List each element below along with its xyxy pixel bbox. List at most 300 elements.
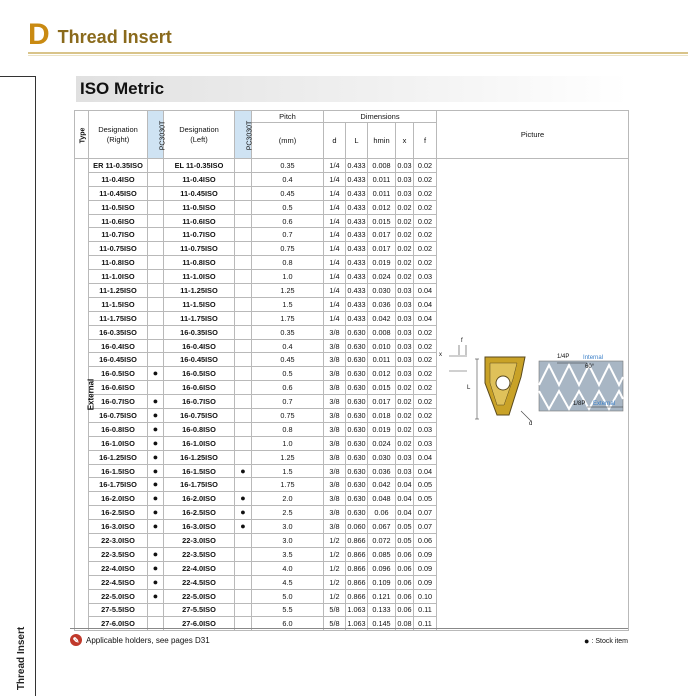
- f-cell: 0.06: [414, 534, 437, 548]
- x-cell: 0.03: [396, 464, 414, 478]
- x-cell: 0.04: [396, 506, 414, 520]
- designation-left: 16-0.8ISO: [164, 422, 235, 436]
- stock-mark-right: ●: [148, 520, 164, 534]
- d-cell: 3/8: [324, 492, 346, 506]
- L-cell: 0.630: [346, 492, 368, 506]
- holder-reference-icon: ✎: [70, 634, 82, 646]
- header-rule: [28, 52, 688, 54]
- header-rule-light: [28, 55, 688, 56]
- picture-label-d: d: [529, 421, 533, 427]
- picture-cell: [437, 159, 629, 631]
- d-cell: 3/8: [324, 409, 346, 423]
- f-cell: 0.02: [414, 339, 437, 353]
- designation-left: 16-0.6ISO: [164, 381, 235, 395]
- stock-legend: [584, 636, 628, 646]
- hmin-cell: 0.015: [368, 214, 396, 228]
- hmin-cell: 0.017: [368, 228, 396, 242]
- f-cell: 0.02: [414, 381, 437, 395]
- hmin-cell: 0.011: [368, 172, 396, 186]
- L-cell: 0.630: [346, 478, 368, 492]
- insert-hole: [496, 376, 510, 390]
- f-cell: 0.02: [414, 395, 437, 409]
- picture-label-f: f: [461, 338, 463, 344]
- f-cell: 0.02: [414, 172, 437, 186]
- stock-mark-left: [235, 547, 252, 561]
- designation-right: 16-2.5ISO: [89, 506, 148, 520]
- designation-right: 16-1.25ISO: [89, 450, 148, 464]
- stock-mark-right: ●: [148, 575, 164, 589]
- col-header-x: x: [396, 123, 414, 159]
- designation-right: 22-5.0ISO: [89, 589, 148, 603]
- col-header-pitch: Pitch: [252, 111, 324, 123]
- hmin-cell: 0.042: [368, 311, 396, 325]
- holders-note-text: Applicable holders, see pages D31: [86, 635, 210, 645]
- stock-mark-right: [148, 214, 164, 228]
- x-cell: 0.03: [396, 186, 414, 200]
- designation-left: 16-1.5ISO: [164, 464, 235, 478]
- stock-mark-right: [148, 284, 164, 298]
- designation-left: 11-0.75ISO: [164, 242, 235, 256]
- designation-left: EL 11-0.35ISO: [164, 159, 235, 173]
- L-cell: 0.630: [346, 436, 368, 450]
- designation-left: 16-1.75ISO: [164, 478, 235, 492]
- f-cell: 0.02: [414, 228, 437, 242]
- hmin-cell: 0.012: [368, 367, 396, 381]
- designation-left: 11-0.6ISO: [164, 214, 235, 228]
- d-cell: 5/8: [324, 617, 346, 631]
- picture-label-L: L: [467, 385, 471, 391]
- f-cell: 0.02: [414, 353, 437, 367]
- L-cell: 0.433: [346, 256, 368, 270]
- stock-mark-right: ●: [148, 478, 164, 492]
- stock-mark-left: [235, 367, 252, 381]
- stock-mark-right: [148, 534, 164, 548]
- f-cell: 0.09: [414, 547, 437, 561]
- x-cell: 0.06: [396, 589, 414, 603]
- pitch-cell: 0.8: [252, 422, 324, 436]
- L-cell: 0.630: [346, 506, 368, 520]
- designation-right: 16-0.45ISO: [89, 353, 148, 367]
- pitch-cell: 0.4: [252, 172, 324, 186]
- hmin-cell: 0.018: [368, 409, 396, 423]
- x-cell: 0.05: [396, 534, 414, 548]
- L-cell: 0.433: [346, 311, 368, 325]
- designation-left: 11-0.5ISO: [164, 200, 235, 214]
- x-cell: 0.02: [396, 422, 414, 436]
- x-cell: 0.02: [396, 409, 414, 423]
- col-header-f: f: [414, 123, 437, 159]
- L-cell: 0.630: [346, 339, 368, 353]
- d-cell: 1/2: [324, 575, 346, 589]
- stock-mark-left: ●: [235, 506, 252, 520]
- stock-mark-left: ●: [235, 464, 252, 478]
- stock-mark-left: [235, 589, 252, 603]
- d-cell: 1/4: [324, 311, 346, 325]
- designation-right: 16-0.6ISO: [89, 381, 148, 395]
- hmin-cell: 0.017: [368, 395, 396, 409]
- profile-label-top-ratio: 1/4P: [557, 354, 570, 360]
- stock-mark-left: [235, 242, 252, 256]
- x-cell: 0.03: [396, 284, 414, 298]
- designation-right: 22-3.0ISO: [89, 534, 148, 548]
- x-cell: 0.02: [396, 395, 414, 409]
- d-cell: 3/8: [324, 339, 346, 353]
- designation-right: 11-0.6ISO: [89, 214, 148, 228]
- stock-legend-text: : Stock item: [591, 637, 629, 645]
- d-cell: 1/2: [324, 547, 346, 561]
- pitch-cell: 4.0: [252, 561, 324, 575]
- designation-right: 11-1.5ISO: [89, 297, 148, 311]
- designation-left: 11-0.45ISO: [164, 186, 235, 200]
- designation-left: 22-4.5ISO: [164, 575, 235, 589]
- stock-mark-right: [148, 200, 164, 214]
- designation-right: 16-0.8ISO: [89, 422, 148, 436]
- hmin-cell: 0.036: [368, 297, 396, 311]
- L-cell: 0.433: [346, 186, 368, 200]
- f-cell: 0.02: [414, 367, 437, 381]
- stock-mark-left: [235, 353, 252, 367]
- d-cell: 1/4: [324, 297, 346, 311]
- stock-mark-right: [148, 603, 164, 617]
- f-cell: 0.02: [414, 325, 437, 339]
- d-cell: 1/4: [324, 200, 346, 214]
- picture-label-x: x: [439, 352, 443, 358]
- designation-left: 16-0.75ISO: [164, 409, 235, 423]
- col-header-designation-left: Designation (Left): [164, 111, 235, 159]
- d-cell: 1/4: [324, 214, 346, 228]
- x-cell: 0.06: [396, 547, 414, 561]
- designation-right: 11-1.25ISO: [89, 284, 148, 298]
- stock-mark-left: [235, 561, 252, 575]
- x-cell: 0.03: [396, 353, 414, 367]
- f-cell: 0.03: [414, 270, 437, 284]
- stock-mark-left: [235, 270, 252, 284]
- d-cell: 3/8: [324, 325, 346, 339]
- stock-mark-left: [235, 172, 252, 186]
- stock-mark-left: [235, 381, 252, 395]
- f-cell: 0.02: [414, 159, 437, 173]
- designation-left: 11-1.0ISO: [164, 270, 235, 284]
- d-cell: 3/8: [324, 381, 346, 395]
- hmin-cell: 0.024: [368, 436, 396, 450]
- designation-left: 11-1.25ISO: [164, 284, 235, 298]
- designation-left: 11-0.8ISO: [164, 256, 235, 270]
- pitch-cell: 2.0: [252, 492, 324, 506]
- L-cell: 0.866: [346, 534, 368, 548]
- d-cell: 3/8: [324, 395, 346, 409]
- L-cell: 0.866: [346, 589, 368, 603]
- designation-left: 22-3.5ISO: [164, 547, 235, 561]
- x-cell: 0.03: [396, 159, 414, 173]
- stock-mark-left: [235, 159, 252, 173]
- designation-left: 27-5.5ISO: [164, 603, 235, 617]
- d-cell: 3/8: [324, 464, 346, 478]
- L-cell: 0.630: [346, 464, 368, 478]
- designation-left: 11-0.7ISO: [164, 228, 235, 242]
- pitch-cell: 0.5: [252, 367, 324, 381]
- stock-mark-right: ●: [148, 547, 164, 561]
- L-cell: 0.433: [346, 172, 368, 186]
- col-header-picture: Picture: [437, 111, 629, 159]
- designation-right: 11-0.4ISO: [89, 172, 148, 186]
- designation-right: 16-1.5ISO: [89, 464, 148, 478]
- type-cell: External: [75, 159, 89, 631]
- x-cell: 0.03: [396, 311, 414, 325]
- f-cell: 0.03: [414, 422, 437, 436]
- f-cell: 0.11: [414, 617, 437, 631]
- stock-mark-right: [148, 311, 164, 325]
- pitch-cell: 4.5: [252, 575, 324, 589]
- stock-mark-left: [235, 436, 252, 450]
- side-tab[interactable]: [12, 620, 32, 696]
- L-cell: 0.433: [346, 297, 368, 311]
- hmin-cell: 0.085: [368, 547, 396, 561]
- L-cell: 1.063: [346, 617, 368, 631]
- x-cell: 0.02: [396, 242, 414, 256]
- f-cell: 0.04: [414, 450, 437, 464]
- designation-right: 22-3.5ISO: [89, 547, 148, 561]
- designation-left: 16-1.25ISO: [164, 450, 235, 464]
- designation-right: ER 11-0.35ISO: [89, 159, 148, 173]
- d-cell: 1/4: [324, 270, 346, 284]
- pitch-cell: 1.75: [252, 478, 324, 492]
- designation-left: 22-4.0ISO: [164, 561, 235, 575]
- designation-left: 16-0.4ISO: [164, 339, 235, 353]
- hmin-cell: 0.121: [368, 589, 396, 603]
- profile-label-angle: 60°: [585, 364, 595, 370]
- x-cell: 0.02: [396, 200, 414, 214]
- x-cell: 0.02: [396, 214, 414, 228]
- hmin-cell: 0.030: [368, 450, 396, 464]
- col-header-dimensions: Dimensions: [324, 111, 437, 123]
- designation-right: 11-0.45ISO: [89, 186, 148, 200]
- designation-right: 16-2.0ISO: [89, 492, 148, 506]
- designation-left: 11-1.5ISO: [164, 297, 235, 311]
- hmin-cell: 0.030: [368, 284, 396, 298]
- designation-left: 27-6.0ISO: [164, 617, 235, 631]
- pitch-cell: 2.5: [252, 506, 324, 520]
- pitch-cell: 0.45: [252, 186, 324, 200]
- pitch-cell: 3.5: [252, 547, 324, 561]
- spec-table: [74, 110, 629, 631]
- stock-mark-right: [148, 270, 164, 284]
- L-cell: 0.630: [346, 450, 368, 464]
- stock-mark-right: [148, 172, 164, 186]
- pitch-cell: 0.75: [252, 242, 324, 256]
- page-title: Thread Insert: [57, 27, 172, 47]
- stock-mark-right: ●: [148, 492, 164, 506]
- hmin-cell: 0.024: [368, 270, 396, 284]
- stock-mark-left: [235, 395, 252, 409]
- x-cell: 0.03: [396, 172, 414, 186]
- d-cell: 1/4: [324, 256, 346, 270]
- x-cell: 0.08: [396, 617, 414, 631]
- designation-left: 16-3.0ISO: [164, 520, 235, 534]
- stock-mark-right: ●: [148, 395, 164, 409]
- f-cell: 0.07: [414, 506, 437, 520]
- hmin-cell: 0.008: [368, 159, 396, 173]
- designation-right: 22-4.5ISO: [89, 575, 148, 589]
- x-cell: 0.02: [396, 228, 414, 242]
- L-cell: 0.630: [346, 422, 368, 436]
- d-cell: 1/2: [324, 589, 346, 603]
- pitch-cell: 1.75: [252, 311, 324, 325]
- stock-mark-right: [148, 159, 164, 173]
- x-cell: 0.03: [396, 450, 414, 464]
- f-cell: 0.02: [414, 214, 437, 228]
- pitch-cell: 0.6: [252, 381, 324, 395]
- d-cell: 3/8: [324, 520, 346, 534]
- f-cell: 0.02: [414, 409, 437, 423]
- stock-mark-right: [148, 381, 164, 395]
- stock-mark-right: ●: [148, 561, 164, 575]
- d-cell: 1/2: [324, 534, 346, 548]
- pitch-cell: 1.0: [252, 270, 324, 284]
- d-cell: 3/8: [324, 478, 346, 492]
- pitch-cell: 0.5: [252, 200, 324, 214]
- stock-mark-left: [235, 311, 252, 325]
- x-cell: 0.05: [396, 520, 414, 534]
- profile-label-bottom-ratio: 1/8P: [573, 401, 586, 407]
- pitch-cell: 1.5: [252, 297, 324, 311]
- stock-mark-right: [148, 339, 164, 353]
- L-cell: 0.866: [346, 561, 368, 575]
- pitch-cell: 5.0: [252, 589, 324, 603]
- f-cell: 0.04: [414, 464, 437, 478]
- profile-label-internal: Internal: [583, 355, 604, 361]
- stock-mark-left: [235, 534, 252, 548]
- designation-right: 11-1.75ISO: [89, 311, 148, 325]
- f-cell: 0.04: [414, 311, 437, 325]
- stock-mark-left: [235, 339, 252, 353]
- f-cell: 0.02: [414, 200, 437, 214]
- hmin-cell: 0.012: [368, 200, 396, 214]
- stock-mark-left: [235, 478, 252, 492]
- hmin-cell: 0.109: [368, 575, 396, 589]
- L-cell: 0.630: [346, 353, 368, 367]
- designation-left: 16-0.35ISO: [164, 325, 235, 339]
- designation-left: 16-0.7ISO: [164, 395, 235, 409]
- designation-left: 11-1.75ISO: [164, 311, 235, 325]
- L-cell: 0.433: [346, 228, 368, 242]
- f-cell: 0.09: [414, 561, 437, 575]
- stock-mark-right: [148, 186, 164, 200]
- f-cell: 0.05: [414, 492, 437, 506]
- stock-mark-right: [148, 256, 164, 270]
- f-cell: 0.04: [414, 297, 437, 311]
- L-cell: 1.063: [346, 603, 368, 617]
- f-cell: 0.10: [414, 589, 437, 603]
- f-cell: 0.04: [414, 284, 437, 298]
- stock-mark-left: [235, 186, 252, 200]
- designation-left: 22-5.0ISO: [164, 589, 235, 603]
- d-cell: 1/4: [324, 242, 346, 256]
- designation-right: 11-0.5ISO: [89, 200, 148, 214]
- designation-right: 16-0.75ISO: [89, 409, 148, 423]
- L-cell: 0.630: [346, 381, 368, 395]
- stock-mark-right: [148, 242, 164, 256]
- designation-right: 16-0.4ISO: [89, 339, 148, 353]
- stock-mark-left: [235, 450, 252, 464]
- designation-right: 11-1.0ISO: [89, 270, 148, 284]
- L-cell: 0.630: [346, 367, 368, 381]
- x-cell: 0.03: [396, 339, 414, 353]
- stock-mark-right: ●: [148, 506, 164, 520]
- L-cell: 0.060: [346, 520, 368, 534]
- holders-note[interactable]: [70, 634, 210, 646]
- designation-left: 11-0.4ISO: [164, 172, 235, 186]
- pitch-cell: 0.4: [252, 339, 324, 353]
- stock-mark-left: ●: [235, 520, 252, 534]
- pitch-cell: 5.5: [252, 603, 324, 617]
- stock-mark-right: [148, 228, 164, 242]
- stock-mark-left: [235, 284, 252, 298]
- table-row: [75, 159, 629, 173]
- pitch-cell: 1.5: [252, 464, 324, 478]
- stock-mark-left: [235, 575, 252, 589]
- x-cell: 0.03: [396, 367, 414, 381]
- designation-left: 16-1.0ISO: [164, 436, 235, 450]
- L-cell: 0.630: [346, 395, 368, 409]
- d-cell: 3/8: [324, 422, 346, 436]
- pitch-cell: 3.0: [252, 520, 324, 534]
- pitch-cell: 0.45: [252, 353, 324, 367]
- L-cell: 0.433: [346, 270, 368, 284]
- L-cell: 0.433: [346, 159, 368, 173]
- x-cell: 0.03: [396, 325, 414, 339]
- designation-right: 22-4.0ISO: [89, 561, 148, 575]
- stock-mark-right: [148, 297, 164, 311]
- d-cell: 3/8: [324, 353, 346, 367]
- stock-mark-right: ●: [148, 422, 164, 436]
- pitch-cell: 1.25: [252, 450, 324, 464]
- d-cell: 3/8: [324, 436, 346, 450]
- f-cell: 0.02: [414, 256, 437, 270]
- stock-mark-left: [235, 228, 252, 242]
- designation-right: 16-1.75ISO: [89, 478, 148, 492]
- stock-mark-right: [148, 325, 164, 339]
- stock-mark-left: [235, 422, 252, 436]
- hmin-cell: 0.048: [368, 492, 396, 506]
- designation-left: 16-0.45ISO: [164, 353, 235, 367]
- d-cell: 1/4: [324, 159, 346, 173]
- designation-right: 11-0.8ISO: [89, 256, 148, 270]
- d-cell: 1/4: [324, 172, 346, 186]
- x-cell: 0.06: [396, 603, 414, 617]
- x-cell: 0.06: [396, 575, 414, 589]
- pitch-cell: 0.35: [252, 325, 324, 339]
- pitch-cell: 1.25: [252, 284, 324, 298]
- designation-right: 16-0.35ISO: [89, 325, 148, 339]
- x-cell: 0.02: [396, 381, 414, 395]
- stock-mark-right: ●: [148, 464, 164, 478]
- stock-mark-left: [235, 409, 252, 423]
- stock-dot-icon: ●: [584, 636, 590, 646]
- L-cell: 0.433: [346, 200, 368, 214]
- d-cell: 1/2: [324, 561, 346, 575]
- pitch-cell: 3.0: [252, 534, 324, 548]
- f-cell: 0.11: [414, 603, 437, 617]
- x-cell: 0.02: [396, 256, 414, 270]
- section-title: ISO Metric: [80, 79, 165, 98]
- section-title-bar: [68, 76, 628, 102]
- page-header: [28, 18, 172, 52]
- side-frame-line: [35, 76, 36, 696]
- L-cell: 0.866: [346, 547, 368, 561]
- L-cell: 0.433: [346, 242, 368, 256]
- pitch-cell: 0.8: [252, 256, 324, 270]
- pitch-cell: 0.35: [252, 159, 324, 173]
